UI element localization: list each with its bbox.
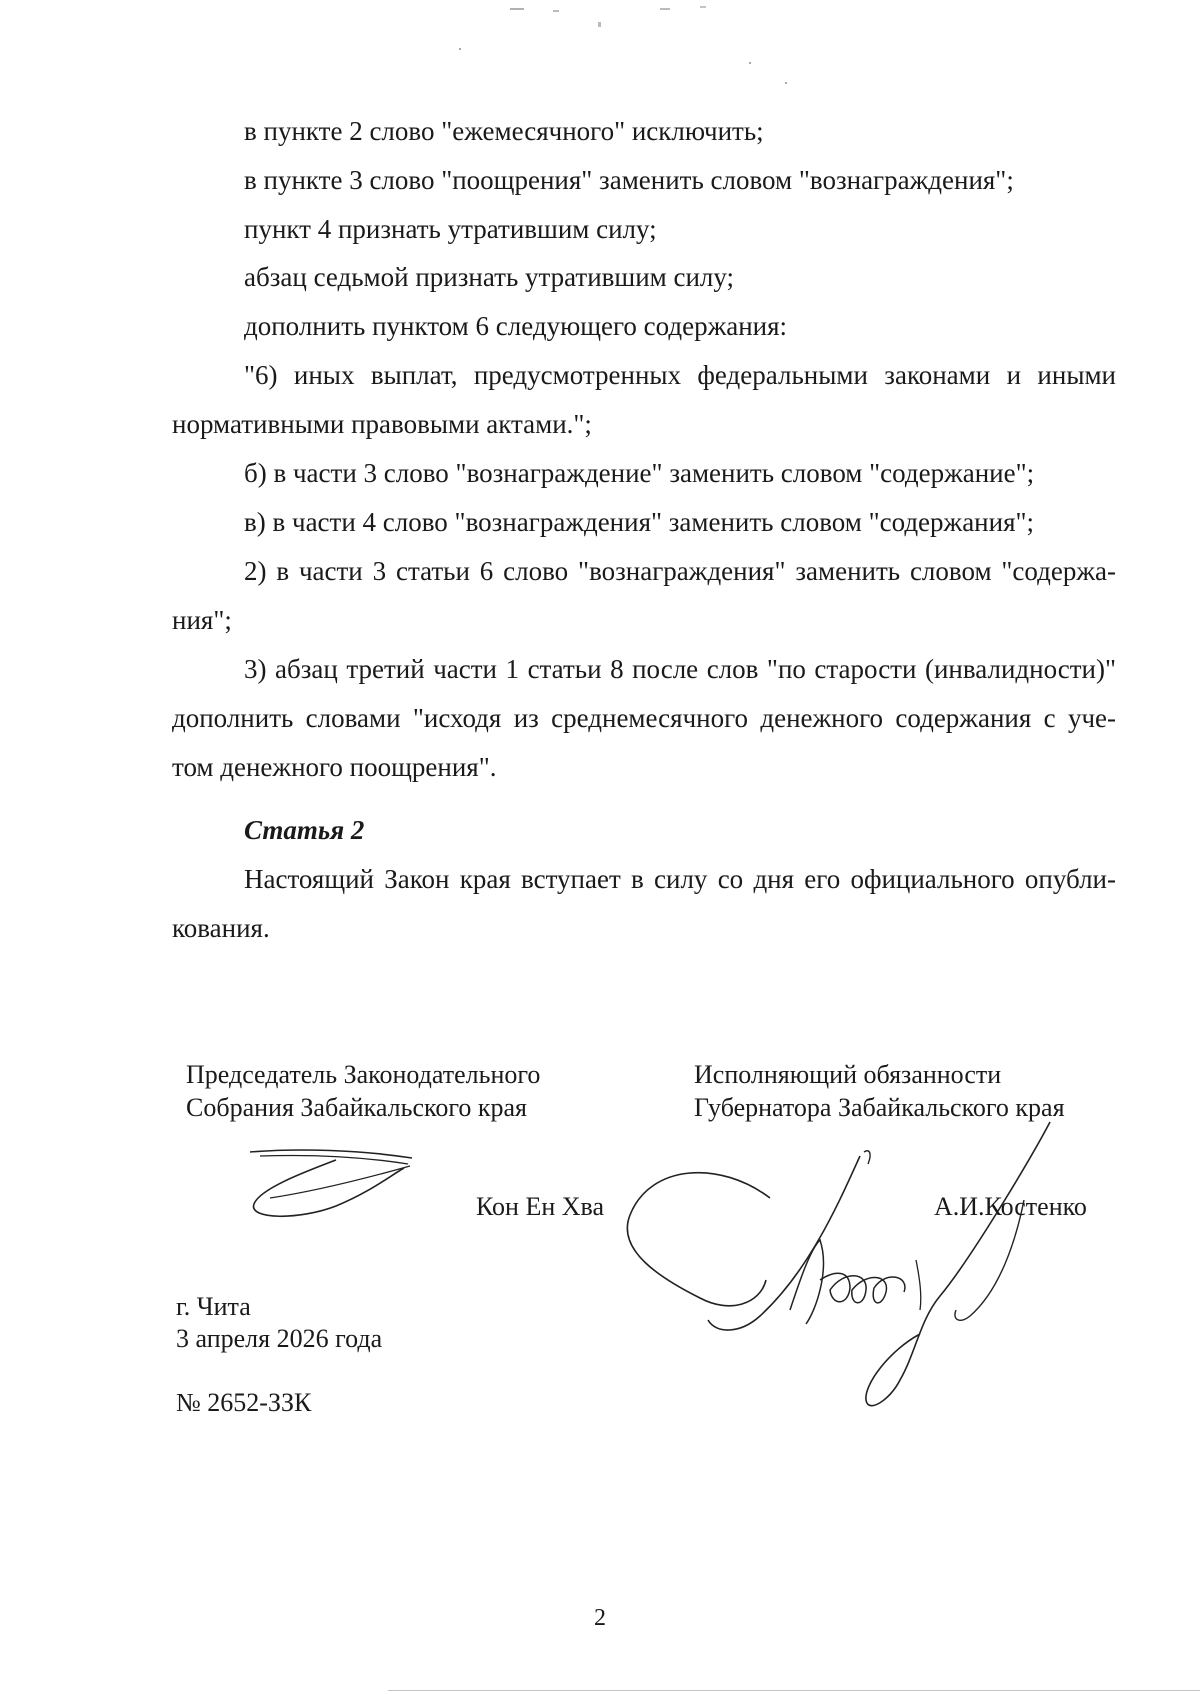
- scan-speck: [749, 62, 751, 64]
- left-signatory-title-line2: Собрания Забайкальского края: [186, 1093, 527, 1122]
- body-line: б) в части 3 слово "вознаграждение" заменить словом "содержание";: [244, 458, 1035, 488]
- scan-speck: [700, 6, 706, 8]
- left-handwritten-signature: [240, 1140, 420, 1230]
- right-signatory-title-line2: Губернатора Забайкальского края: [694, 1093, 1065, 1122]
- body-line: дополнить пунктом 6 следующего содержания:: [244, 311, 788, 341]
- body-line: дополнить словами "исходя из среднемесячного денежного содержания с уче-: [172, 703, 1116, 733]
- article-line: Настоящий Закон края вступает в силу со дня его официального опубли-: [244, 864, 1116, 894]
- scan-speck: [785, 82, 787, 84]
- right-signatory-title-line1: Исполняющий обязанности: [694, 1060, 1002, 1089]
- scan-speck: [660, 8, 670, 10]
- right-handwritten-signature: [620, 1120, 1080, 1420]
- body-line: нормативными правовыми актами.";: [172, 409, 592, 439]
- scan-speck: [553, 10, 559, 12]
- body-line: том денежного поощрения".: [172, 752, 497, 782]
- body-line: ния";: [172, 605, 232, 635]
- body-line: в) в части 4 слово "вознаграждения" заменить словом "содержания";: [244, 507, 1035, 537]
- city: г. Чита: [176, 1292, 251, 1321]
- scan-speck: [510, 8, 524, 10]
- article-heading: Статья 2: [244, 815, 365, 845]
- body-line: 2) в части 3 статьи 6 слово "вознаграждения" заменить словом "содержа-: [244, 556, 1116, 586]
- scan-edge-line: [388, 1690, 1200, 1691]
- right-signatory-name: А.И.Костенко: [934, 1192, 1087, 1221]
- document-number: № 2652-ЗЗК: [176, 1388, 312, 1417]
- page-number: 2: [594, 1605, 606, 1631]
- body-line: 3) абзац третий части 1 статьи 8 после слов "по старости (инвалидности)": [244, 654, 1116, 684]
- left-signatory-name: Кон Ен Хва: [476, 1192, 605, 1221]
- body-line: в пункте 3 слово "поощрения" заменить словом "вознаграждения";: [244, 165, 1014, 195]
- article-line: кования.: [172, 913, 270, 943]
- scan-speck: [598, 22, 601, 27]
- body-line: пункт 4 признать утратившим силу;: [244, 214, 657, 244]
- body-line: в пункте 2 слово "ежемесячного" исключить;: [244, 116, 764, 146]
- body-line: "6) иных выплат, предусмотренных федеральными законами и иными: [244, 360, 1116, 390]
- date: 3 апреля 2026 года: [176, 1324, 383, 1353]
- scan-speck: [459, 48, 461, 50]
- body-line: абзац седьмой признать утратившим силу;: [244, 262, 735, 292]
- left-signatory-title-line1: Председатель Законодательного: [186, 1060, 541, 1089]
